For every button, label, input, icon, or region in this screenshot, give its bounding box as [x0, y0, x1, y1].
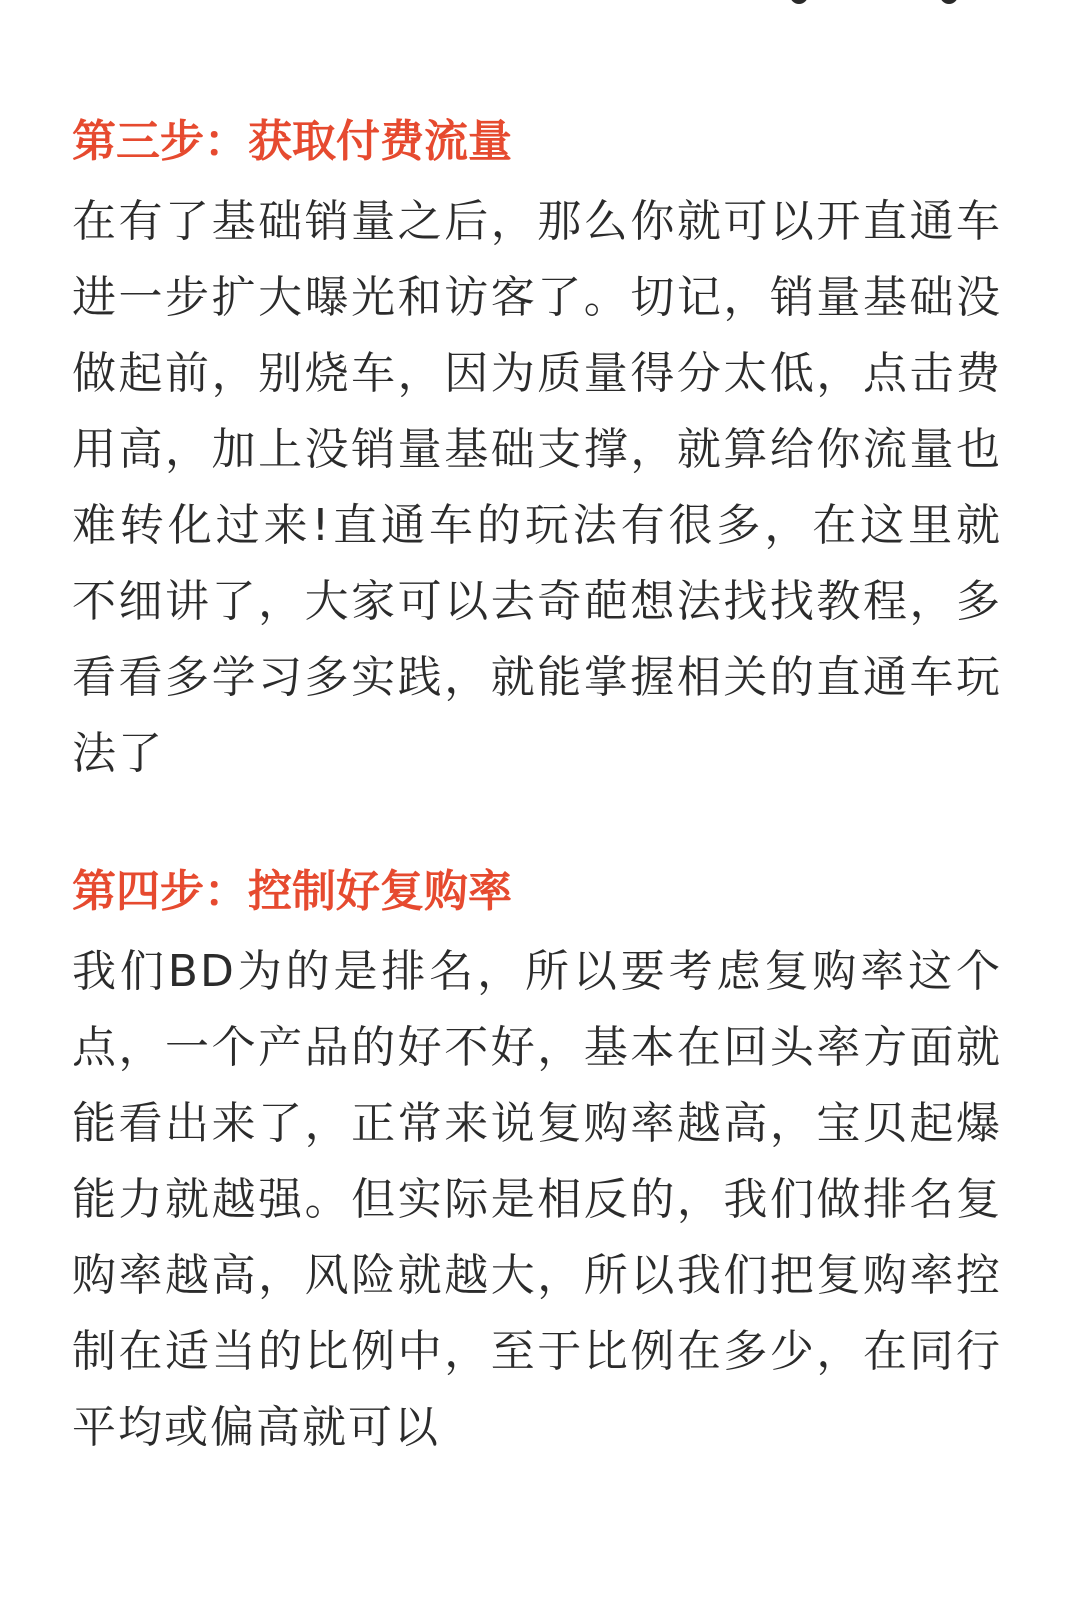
cropped-icon [940, 0, 958, 4]
cropped-icon [790, 0, 808, 4]
article-content [72, 110, 1002, 1466]
section-paragraph: 我们BD为的是排名，所以要考虑复购率这个点，一个产品的好不好，基本在回头率方面就能看出来了，正常来说复购率越高，宝贝起爆能力就越强。但实际是相反的，我们做排名复购率越高，风险就越大，所以我们把复购率控制在适当的比例中，至于比例在多少，在同行平均或偏高就可以 [72, 946, 1002, 1453]
section-paragraph: 在有了基础销量之后，那么你就可以开直通车进一步扩大曝光和访客了。切记，销量基础没做起前，别烧车，因为质量得分太低，点击费用高，加上没销量基础支撑，就算给你流量也难转化过来!直通车的玩法有很多，在这里就不细讲了，大家可以去奇葩想法找找教程，多看看多学习多实践，就能掌握相关的直通车玩法了 [72, 196, 1002, 779]
article-section-step-4 [72, 860, 1002, 1466]
article-section-step-3 [72, 110, 1002, 792]
section-heading: 第三步：获取付费流量 [72, 116, 512, 167]
cropped-top-icons [790, 0, 990, 6]
section-heading: 第四步：控制好复购率 [72, 866, 512, 917]
